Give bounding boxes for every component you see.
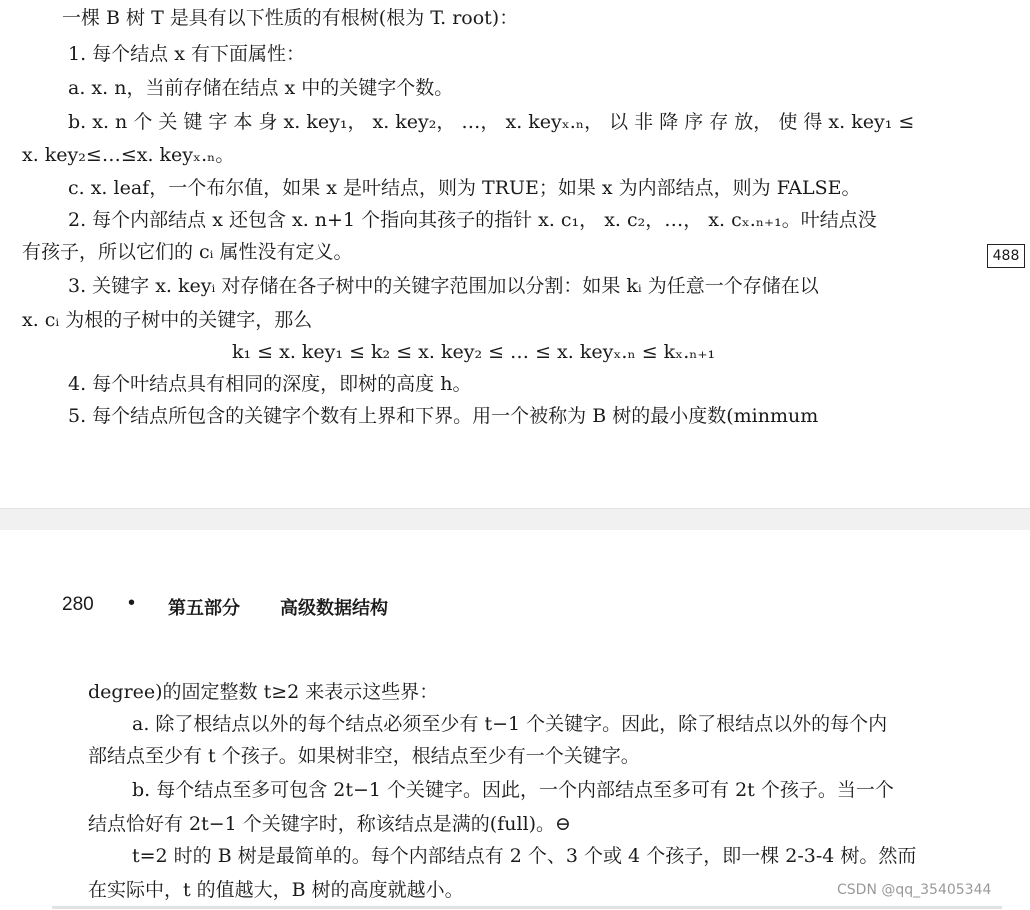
margin-page-number: 488 [987,244,1025,268]
text-line: x. key₂≤…≤x. keyₓ.ₙ。 [22,144,235,166]
part-label: 第五部分 [168,598,240,619]
part-title: 高级数据结构 [280,598,388,619]
text-line: 1. 每个结点 x 有下面属性： [68,43,305,65]
text-line: 在实际中，t 的值越大，B 树的高度就越小。 [88,879,464,901]
text-line: t=2 时的 B 树是最简单的。每个内部结点有 2 个、3 个或 4 个孩子，即一棵 2-3-4 树。然而 [132,845,917,867]
text-line: b. 每个结点至多可包含 2t−1 个关键字。因此，一个内部结点至多可有 2t 个孩子。当一个 [132,779,894,801]
text-line: 3. 关键字 x. keyᵢ 对存储在各子树中的关键字范围加以分割：如果 kᵢ 为任意一个存储在以 [68,275,819,297]
watermark: CSDN @qq_35405344 [837,882,992,898]
page-gap [0,508,1030,531]
text-line: 5. 每个结点所包含的关键字个数有上界和下界。用一个被称为 B 树的最小度数(minmum [68,405,819,427]
horizontal-scrollbar[interactable] [52,906,1002,909]
text-line: a. x. n，当前存储在结点 x 中的关键字个数。 [68,77,454,99]
text-line: x. cᵢ 为根的子树中的关键字，那么 [22,309,313,331]
text-line: 部结点至少有 t 个孩子。如果树非空，根结点至少有一个关键字。 [88,745,640,767]
text-line: a. 除了根结点以外的每个结点必须至少有 t−1 个关键字。因此，除了根结点以外的每个内 [132,713,888,735]
page-number: 280 [62,594,94,615]
page-bottom [0,530,1030,910]
text-line: c. x. leaf，一个布尔值，如果 x 是叶结点，则为 TRUE；如果 x 为内部结点，则为 FALSE。 [68,177,861,199]
text-line: 有孩子，所以它们的 cᵢ 属性没有定义。 [22,241,353,263]
text-line: b. x. n 个 关 键 字 本 身 x. key₁， x. key₂， …， x. keyₓ.ₙ， 以 非 降 序 存 放， 使 得 x. key₁ ≤ [68,111,915,133]
text-line: 4. 每个叶结点具有相同的深度，即树的高度 h。 [68,373,472,395]
text-line: 结点恰好有 2t−1 个关键字时，称该结点是满的(full)。⊖ [88,813,571,835]
formula-line: k₁ ≤ x. key₁ ≤ k₂ ≤ x. key₂ ≤ … ≤ x. keyₓ.ₙ ≤ kₓ.ₙ₊₁ [232,341,716,363]
text-line: degree)的固定整数 t≥2 来表示这些界： [88,681,439,703]
text-line: 2. 每个内部结点 x 还包含 x. n+1 个指向其孩子的指针 x. c₁， x. c₂，…， x. cₓ.ₙ₊₁。叶结点没 [68,209,877,231]
header-separator: • [128,592,136,614]
text-line: 一棵 B 树 T 是具有以下性质的有根树(根为 T. root)： [62,7,519,29]
